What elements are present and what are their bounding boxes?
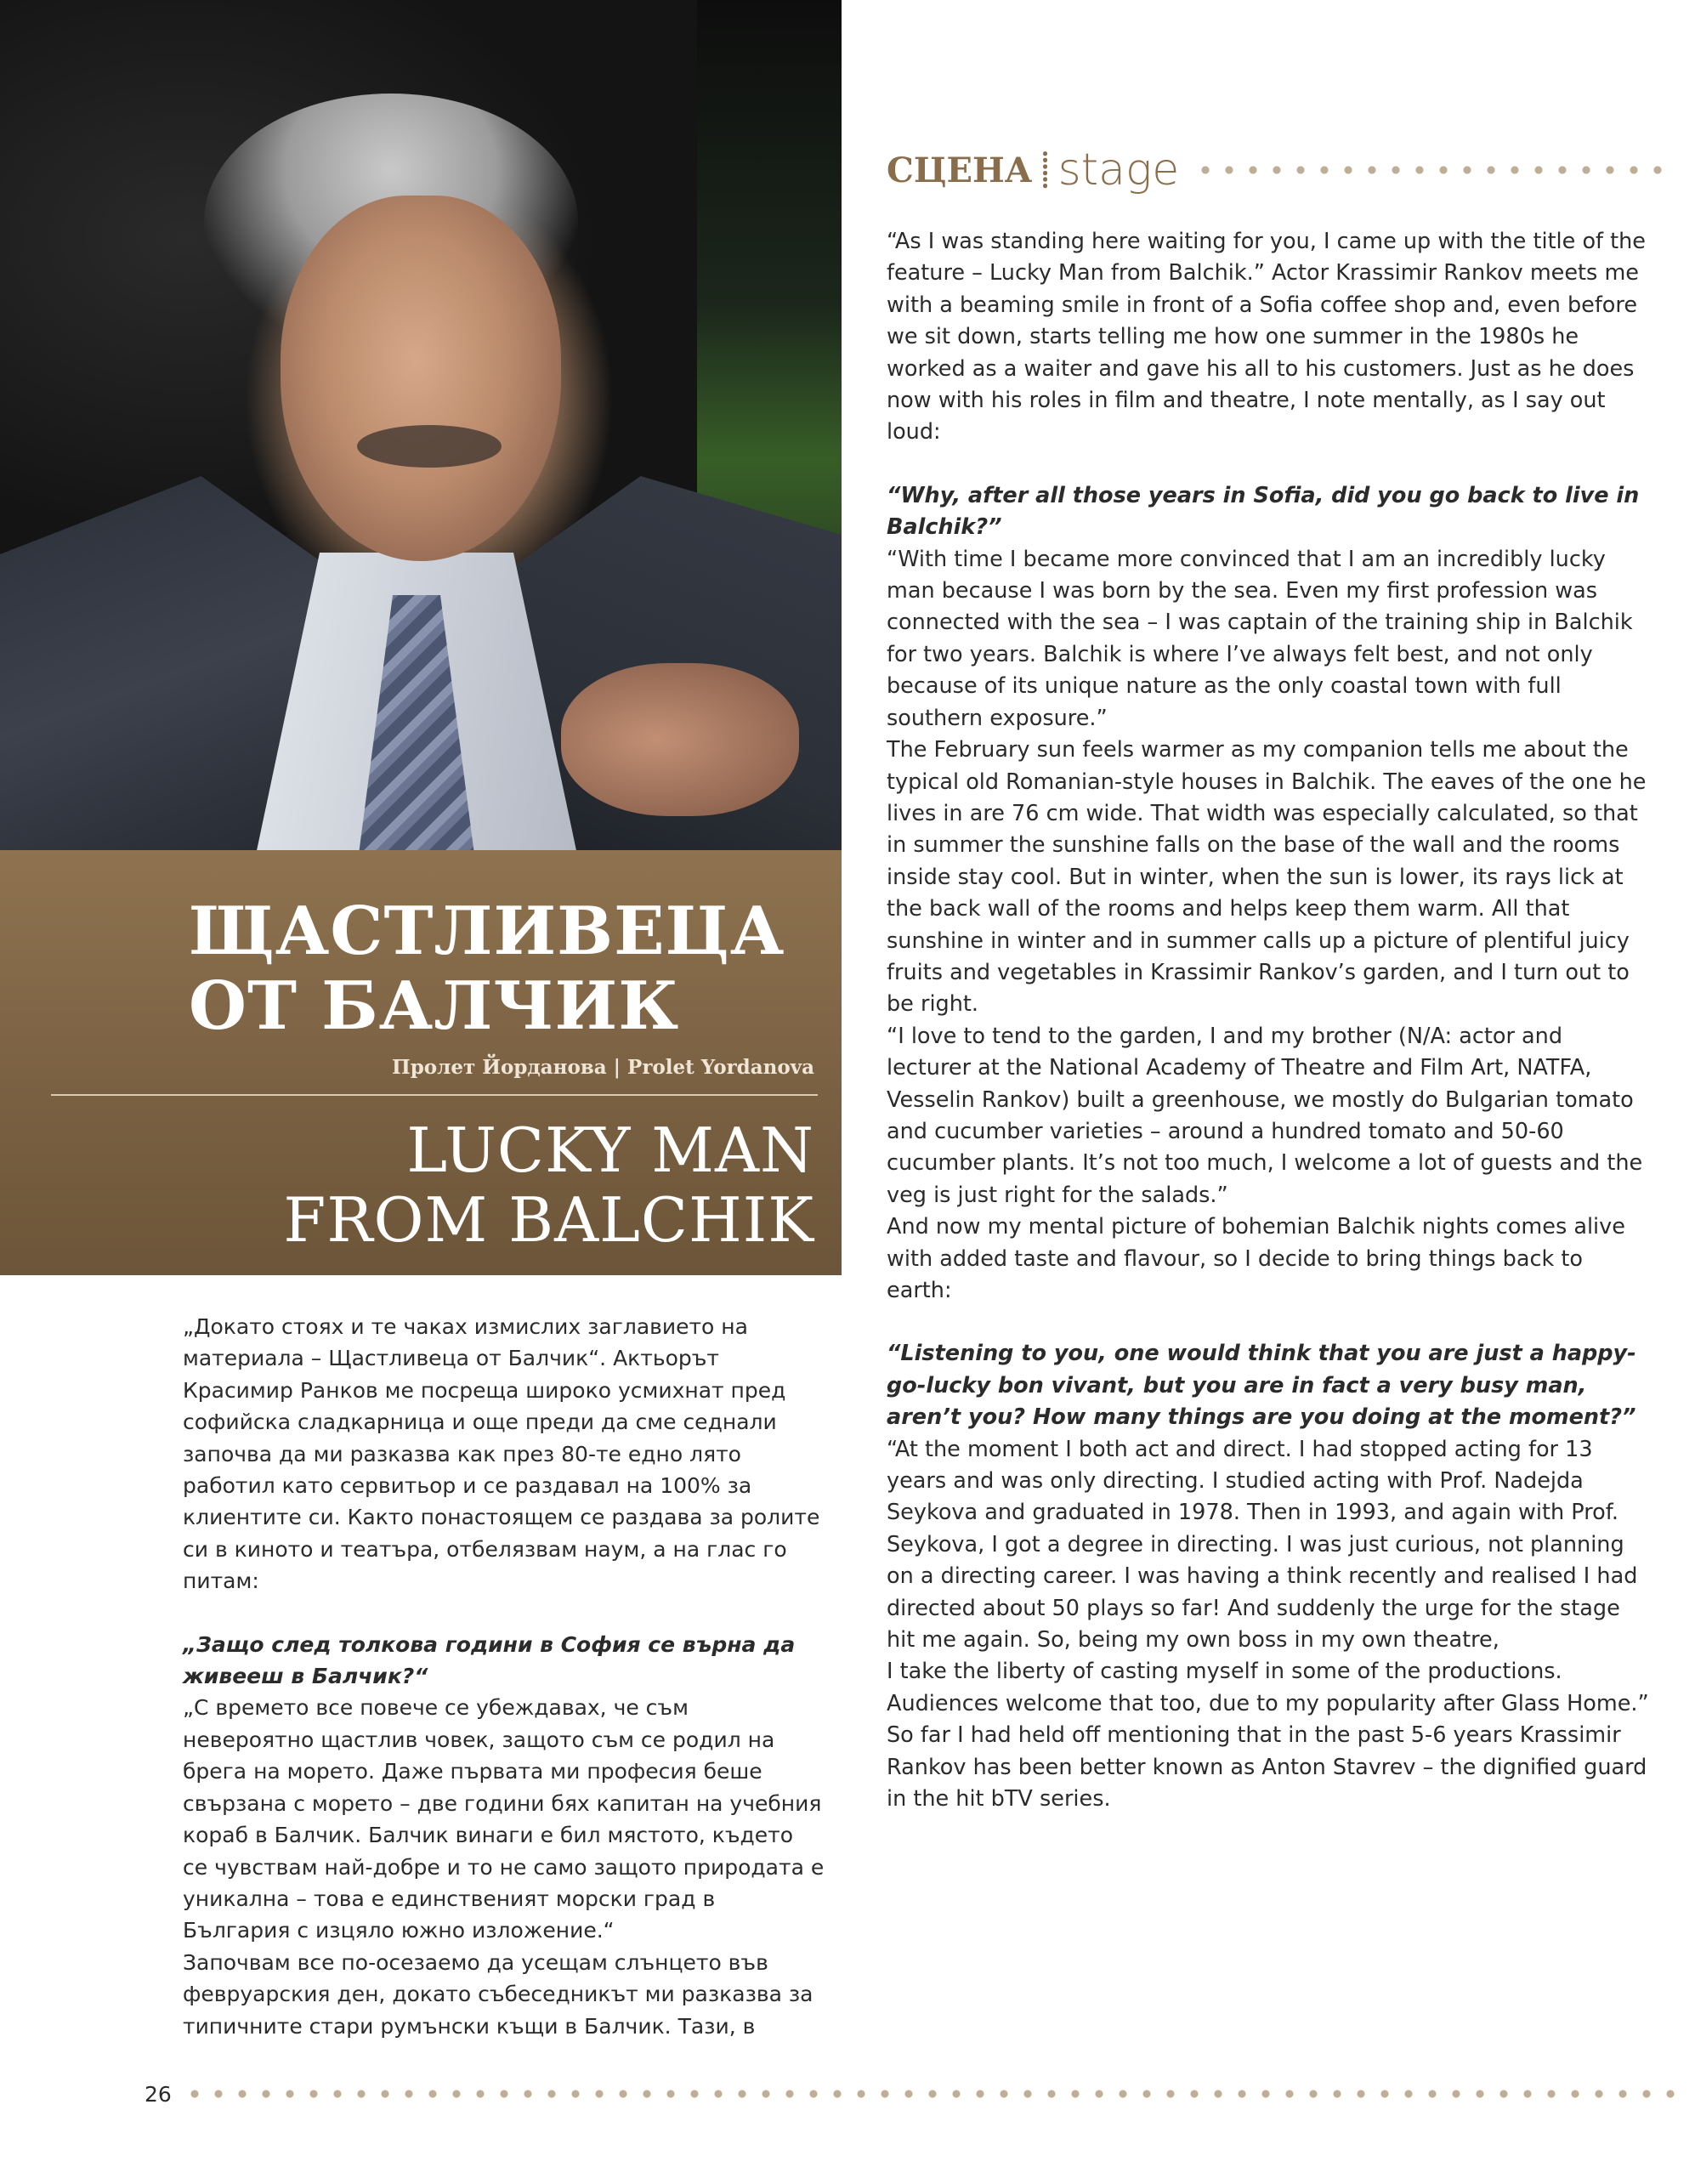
section-label-bg: СЦЕНА <box>887 150 1033 190</box>
en-paragraph-2: “With time I became more convinced that I am an incredibly lucky man because I was born by the sea. Even my first profession was connected with the sea – I was captain of the training ship in Balchik for two years. Balchik is where I’ve always felt best, and not only because of its unique nature as the only coastal town with full southern exposure.” <box>887 546 1633 731</box>
footer-ornament-line <box>189 2088 1675 2100</box>
bg-paragraph-2: „С времето все повече се убеждавах, че съм невероятно щастлив човек, защото съм се родил на брега на морето. Даже първата ми професия беше свързана с морето – две години бях капитан на учебния кораб в Балчик. Балчик винаги е бил мястото, където се чувствам най-добре и то не само защото природата е уникална – това е единственият морски град в България с изцяло южно изложение.“ <box>183 1695 825 1943</box>
portrait-photo <box>0 0 842 850</box>
bulgarian-title-line2: ОТ БАЛЧИК <box>189 967 680 1045</box>
en-paragraph-7: I take the liberty of casting myself in some of the productions. Audiences welcome that too, due to my popularity after Glass Home.” <box>887 1659 1649 1716</box>
english-column <box>887 226 1652 1816</box>
en-paragraph-8: So far I had held off mentioning that in the past 5-6 years Krassimir Rankov has been better known as Anton Stavrev – the dignified guard in the hit bTV series. <box>887 1722 1647 1812</box>
author-byline: Пролет Йорданова | Prolet Yordanova <box>391 1056 814 1079</box>
ornament-icon: ⸽ <box>1040 150 1050 190</box>
bulgarian-title <box>189 894 785 1044</box>
english-title-line1: LUCKY MAN <box>406 1115 814 1186</box>
page-footer <box>145 2081 1675 2107</box>
section-header <box>887 140 1669 200</box>
header-ornament-line <box>1199 164 1669 176</box>
hand <box>561 663 799 816</box>
english-title <box>283 1115 814 1255</box>
section-label-en: stage <box>1057 145 1180 196</box>
mustache <box>357 425 502 468</box>
bulgarian-title-line1: ЩАСТЛИВЕЦА <box>189 893 785 970</box>
en-paragraph-5: And now my mental picture of bohemian Balchik nights comes alive with added taste and flavour, so I decide to bring things back to earth: <box>887 1214 1625 1303</box>
en-question-2: “Listening to you, one would think that you are just a happy-go-lucky bon vivant, but you are in fact a very busy man, aren’t you? How many things are you doing at the moment?” <box>887 1341 1636 1431</box>
english-title-line2: FROM BALCHIK <box>283 1184 814 1256</box>
title-block <box>0 850 842 1275</box>
bg-paragraph-3: Започвам все по-осезаемо да усещам слънцето във февруарския ден, докато събеседникът ми разказва за типичните стари румънски къщи в Балчик. Тази, в <box>183 1949 813 2039</box>
bg-question-1: „Защо след толкова години в София се върна да живееш в Балчик?“ <box>183 1631 796 1689</box>
en-paragraph-6: “At the moment I both act and direct. I had stopped acting for 13 years and was only directing. I studied acting with Prof. Nadejda Seykova and graduated in 1978. Then in 1993, and again with Prof. Seykova, I got a degree in directing. I was just curious, not planning on a directing career. I was having a think recently and realised I had directed about 50 plays so far! And suddenly the urge for the stage hit me again. So, being my own boss in my own theatre, <box>887 1436 1638 1654</box>
en-paragraph-4: “I love to tend to the garden, I and my brother (N/A: actor and lecturer at the National Academy of Theatre and Film Art, NATFA, Vesselin Rankov) built a greenhouse, we mostly do Bulgarian tomato and cucumber varieties – around a hundred tomato and 50-60 cucumber plants. It’s not too much, I welcome a lot of guests and the veg is just right for the salads.” <box>887 1023 1643 1208</box>
title-divider <box>51 1094 818 1096</box>
page-number: 26 <box>145 2081 172 2107</box>
en-paragraph-1: “As I was standing here waiting for you, I came up with the title of the feature – Lucky Man from Balchik.” Actor Krassimir Rankov meets me with a beaming smile in front of a Sofia coffee shop and, even before we sit down, starts telling me how one summer in the 1980s he worked as a waiter and gave his all to his customers. Just as he does now with his roles in film and theatre, I note mentally, as I say out loud: <box>887 229 1646 445</box>
en-question-1: “Why, after all those years in Sofia, did you go back to live in Balchik?” <box>887 482 1640 541</box>
bg-paragraph-1: „Докато стоях и те чаках измислих заглавието на материала – Щастливеца от Балчик“. Актьорът Красимир Ранков ме посреща широко усмихнат пред софийска сладкарница и още преди да сме седнали започва да ми разказва как през 80-те едно лято работил като сервитьор и се раздавал на 100% за клиентите си. Както понастоящем се раздава за ролите си в киното и театъра, отбелязвам наум, а на глас го питам: <box>183 1314 820 1594</box>
en-paragraph-3: The February sun feels warmer as my companion tells me about the typical old Romanian-style houses in Balchik. The eaves of the one he lives in are 76 cm wide. That width was especially calculated, so that in summer the sunshine falls on the base of the wall and the rooms inside stay cool. But in winter, when the sun is lower, its rays lick at the back wall of the rooms and helps keep them warm. All that sunshine in winter and in summer calls up a picture of plentiful juicy fruits and vegetables in Krassimir Rankov’s garden, and I turn out to be right. <box>887 737 1647 1018</box>
bulgarian-column <box>183 1311 825 2042</box>
face <box>281 196 561 561</box>
